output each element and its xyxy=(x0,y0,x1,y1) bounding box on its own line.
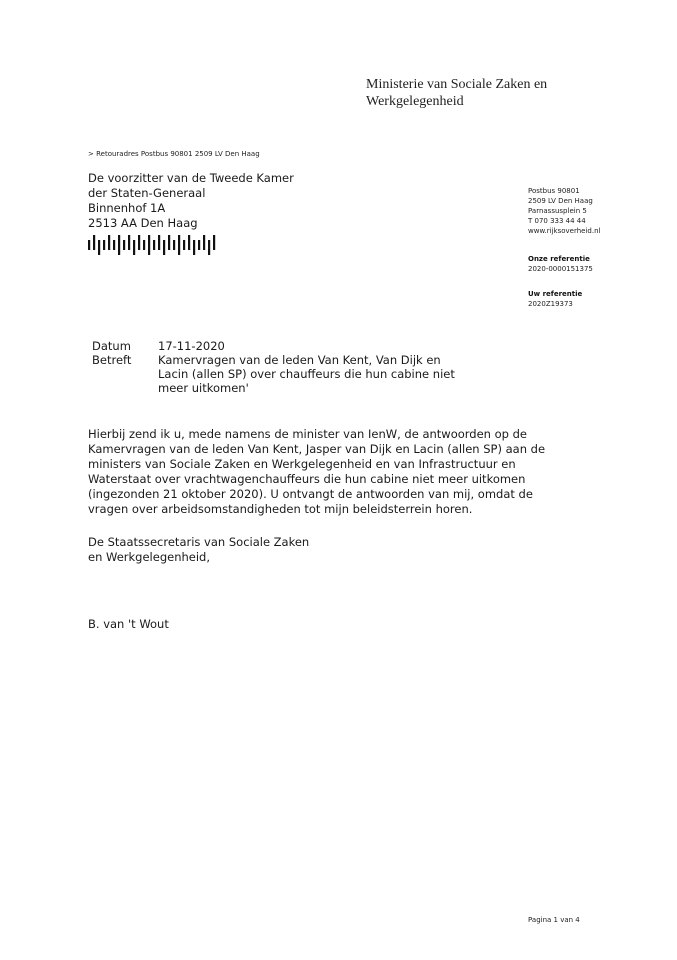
our-reference xyxy=(528,254,593,274)
body-line1: Hierbij zend ik u, mede namens de minister van IenW, de antwoorden op de xyxy=(88,427,527,441)
your-reference-label: Uw referentie xyxy=(528,290,583,298)
subject-line3: meer uitkomen' xyxy=(158,381,249,395)
body-line2: Kamervragen van de leden Van Kent, Jasper van Dijk en Lacin (allen SP) aan de xyxy=(88,442,546,456)
ministry-header xyxy=(366,76,626,110)
recipient-line1: De voorzitter van de Tweede Kamer xyxy=(88,171,294,185)
recipient-address xyxy=(88,171,294,231)
subject-line1: Kamervragen van de leden Van Kent, Van Dijk en xyxy=(158,353,441,367)
your-reference xyxy=(528,289,582,309)
our-reference-value: 2020-0000151375 xyxy=(528,265,593,273)
body-line4: Waterstaat over vrachtwagenchauffeurs die hun cabine niet meer uitkomen xyxy=(88,472,526,486)
sender-postbus: Postbus 90801 xyxy=(528,187,580,195)
our-reference-label: Onze referentie xyxy=(528,255,590,263)
sender-street: Parnassusplein 5 xyxy=(528,207,587,215)
postal-barcode xyxy=(88,235,220,255)
sender-details xyxy=(528,186,600,236)
signer-name: B. van 't Wout xyxy=(88,617,169,631)
date-label: Datum xyxy=(92,339,131,353)
closing-line2: en Werkgelegenheid, xyxy=(88,550,211,564)
closing-line1: De Staatssecretaris van Sociale Zaken xyxy=(88,535,310,549)
letter-body xyxy=(88,427,545,517)
return-address: > Retouradres Postbus 90801 2509 LV Den Haag xyxy=(88,150,260,158)
body-line5: (ingezonden 21 oktober 2020). U ontvangt de antwoorden van mij, omdat de xyxy=(88,487,533,501)
recipient-line3: Binnenhof 1A xyxy=(88,201,166,215)
recipient-line4: 2513 AA Den Haag xyxy=(88,216,198,230)
letter-meta xyxy=(92,339,455,395)
sender-postcode: 2509 LV Den Haag xyxy=(528,197,593,205)
closing xyxy=(88,535,309,565)
subject-label: Betreft xyxy=(92,353,132,367)
subject-row xyxy=(92,353,455,395)
recipient-line2: der Staten-Generaal xyxy=(88,186,206,200)
sender-phone: T 070 333 44 44 xyxy=(528,217,586,225)
page-number: Pagina 1 van 4 xyxy=(528,916,580,924)
sender-website: www.rijksoverheid.nl xyxy=(528,227,601,235)
ministry-name-line1: Ministerie van Sociale Zaken en xyxy=(366,77,548,92)
ministry-name-line2: Werkgelegenheid xyxy=(366,94,464,109)
date-row xyxy=(92,339,455,353)
date-value: 17-11-2020 xyxy=(158,339,225,353)
your-reference-value: 2020Z19373 xyxy=(528,300,573,308)
body-line6: vragen over arbeidsomstandigheden tot mijn beleidsterrein horen. xyxy=(88,502,473,516)
subject-line2: Lacin (allen SP) over chauffeurs die hun cabine niet xyxy=(158,367,455,381)
body-line3: ministers van Sociale Zaken en Werkgelegenheid en van Infrastructuur en xyxy=(88,457,516,471)
